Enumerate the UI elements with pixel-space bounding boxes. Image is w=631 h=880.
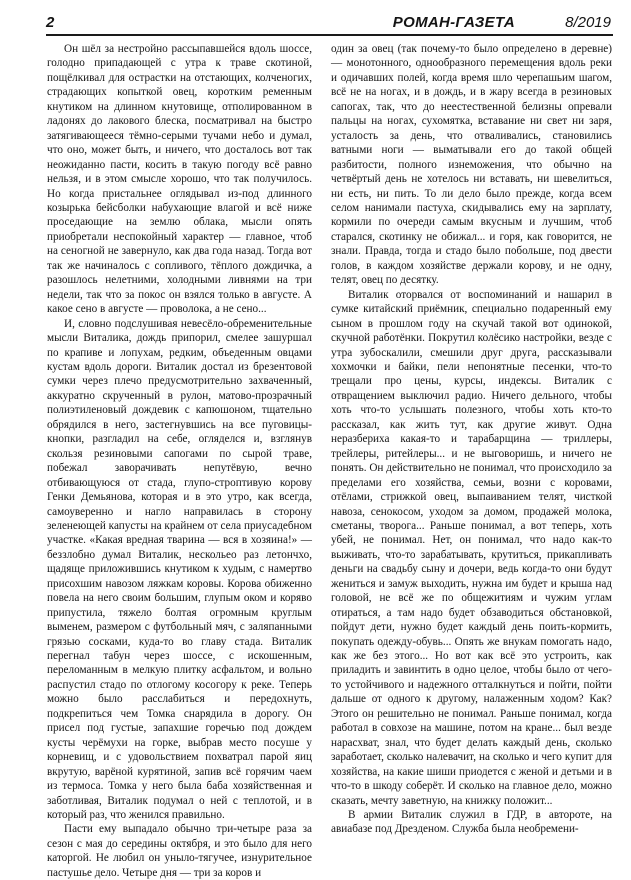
- issue-number: 8/2019: [565, 14, 611, 31]
- text-column-left: [47, 42, 312, 879]
- magazine-title: РОМАН-ГАЗЕТА: [392, 14, 515, 31]
- paragraph: И, словно подслушивая невесёло-обременительные мысли Виталика, дождь припорил, смелее зашуршал по крапиве и лопухам, редким, объеденным овцами кустам вдоль дороги. Виталик достал из брезентовой сумки через плечо предусмотрительно захваченный, аккуратно скрученный в рулон, матово-прозрачный полиэтиленовый дождевик с капюшоном, тщательно обрядился в него, застегнувшись на все пуговицы-кнопки, разгладил на себе, огляделся и, взглянув скользя резиновыми сапогами по сырой траве, побежал заворачивать непутёвую, вечно отбивающуюся от стада, глупо-строптивую корову Генки Демьянова, которая и в это утро, как всегда, самоуверенно и нагло направилась в сторону зеленеющей капусты на крайнем от села приусадебном участке. «Какая вредная тварина — вся в хозяина!» — беззлобно думал Виталик, нескольео раз летончхо, щадяще приложившись кнутиком к худым, с намертво присохшим навозом ляжкам коровы. Корова обиженно повела на него своим большим, глупым оком и коряво припустила, тяжело болтая огромным круглым выменем, размером с футбольный мяч, с заляпанными грязью сосками, куда-то во главу стада. Виталик перегнал табун через шоссе, с искошенным, переломанным в мелкую плитку асфальтом, и вольно распустил стадо по отлогому косогору к реке. Теперь можно было расслабиться и передохнуть, подкрепиться чем Томка снарядила в дорогу. Он присел под густые, запахшие горечью под дождем кусты черёмухи на горке, выбрав место посуше у корневищ, и с удовольствием похватрал парой яиц вкрутую, варёной курятиной, запив всё горячим чаем из термоса. Томка у него была баба хозяйственная и заботливая, Виталик подумал о ней с теплотой, и в который раз, что женился правильно.: [47, 317, 312, 822]
- paragraph: один за овец (так почему-то было определено в деревне) — монотонного, однообразного перемещения вдоль реки и одичавших полей, когда время шло черепашьим шагом, всё не на ногах, и в дождь, и в жару всегда в резиновых сапогах, так, что до неестественной белизны опревали пальцы на ногах, сухомятка, вставание ни свет ни заря, усталость за день, что отваливались, становились ватными ноги — выматывали его до такой общей разбитости, полного изнеможения, что обычно на четвёртый день не хотелось ни вставать, ни шевелиться, ни есть, ни пить. То ли дело было прежде, когда всем селом нанимали пастуха, скидывались ему на зарплату, кормили по очереди самым вкусным и лучшим, чтоб старался, скотинку не обижал... и горя, как говорится, не знали. Правда, тогда и стадо было побольше, под двести голов, в каждом хозяйстве держали корову, и не одну, телят, овец по десятку.: [331, 43, 612, 287]
- text-column-right: [331, 42, 612, 836]
- paragraph: Виталик оторвался от воспоминаний и нашарил в сумке китайский приёмник, специально подаренный ему сыном в прошлом году на скучай такой вот одинокой, скучной работёнки. Покрутил колёсико настройки, везде с утра зубоскалили, смешили друг друга, рассказывали хохмочки и байки, пели непонятные песенки, что-то трещали про цены, курсы, индексы. Виталик с отвращением выключил радио. Ничего дельного, чтобы хоть что-то услышать полезного, чтобы хоть кто-то рассказал, как жить тут, как другие живут. Одна неразбериха какая-то и тарабарщина — триллеры, трейлеры, ритейлеры... и не выговоришь, и ничего не понять. Он действительно не понимал, что происходило за пределами его хозяйства, семьи, возни с коровами, отёлами, стрижкой овец, выпаиванием телят, чисткой навоза, сенокосом, уходом за домом, продажей молока, сметаны, творога... Раньше понимал, а вот теперь, хоть убей, не понимал. Нет, он понимал, что надо как-то выживать, что-то зарабатывать, крутиться, прикапливать деньги на свадьбу сыну и дочери, ведь когда-то они будут жениться и замуж выходить, нужна им будет и крыша над головой, не всё же по общежитиям и чужим углам отираться, а там надо будет обзаводиться обстановкой, пойдут дети, нужно будет каждый день поить-кормить, покупать одежду-обувь... Опять же внукам помогать надо, как же без этого... Но вот как всё это устроить, как приладить и завинтить в одно целое, чтобы было от чего-то устойчивого и надежного отталкнуться и пойти, пойти дальше от одного к другому, налаженным ходом? Как? Этого он решительно не понимал. Раньше понимал, когда работал в совхозе на машине, потом на кране... был везде нарасхват, знал, что будет делать каждый день, сколько заработает, сколько налевачит, на сколько и чего купит для хозяйства, на какие шиши приодется с женой и детьми и в что-то в шкоду соберёт. И сколько на главное дело, можно сказать, мечту заветную, на книжку положит...: [331, 288, 612, 807]
- page-number: 2: [46, 14, 55, 31]
- paragraph: Он шёл за нестройно рассыпавшейся вдоль шоссе, голодно припадающей с утра к траве скотиной, пощёлкивал для острастки на отстающих, колченогих, страдающих копыткой овец, коротким ременным кнутиком на длинном кнутовище, отполированном в ладонях до лакового блеска, посматривал на быстро затягивающееся тёмно-серыми тучами небо и думал, что оно, может быть, и ничего, что досталось вот так неожиданно пасти, косить в такую погоду всё равно нельзя, и в этом смысле хорошо, что так получилось. Но когда пристальнее оглядывал из-под длинного козырька бейсболки набухающие влагой и всё ниже проседающие на землю облака, мысли опять приобретали неспокойный характер — главное, чтоб на сеногной не завернуло, как два года назад. Тогда вот так же начиналось с сопливого, тёплого дождичка, а разошлось нелетними, холодными ливнями на три недели, так что за покос он взялся только в августе. А какое сено в августе — проволока, а не сено...: [47, 43, 312, 316]
- page-header: [46, 12, 613, 36]
- paragraph: В армии Виталик служил в ГДР, в автороте, на авиабазе под Дрезденом. Служба была необремени-: [331, 809, 612, 836]
- paragraph: Пасти ему выпадало обычно три-четыре раза за сезон с мая до середины октября, и это было для него каторгой. Не любил он уныло-тягучее, изнурительное пастушье дело. Четыре дня — три за коров и: [47, 823, 312, 879]
